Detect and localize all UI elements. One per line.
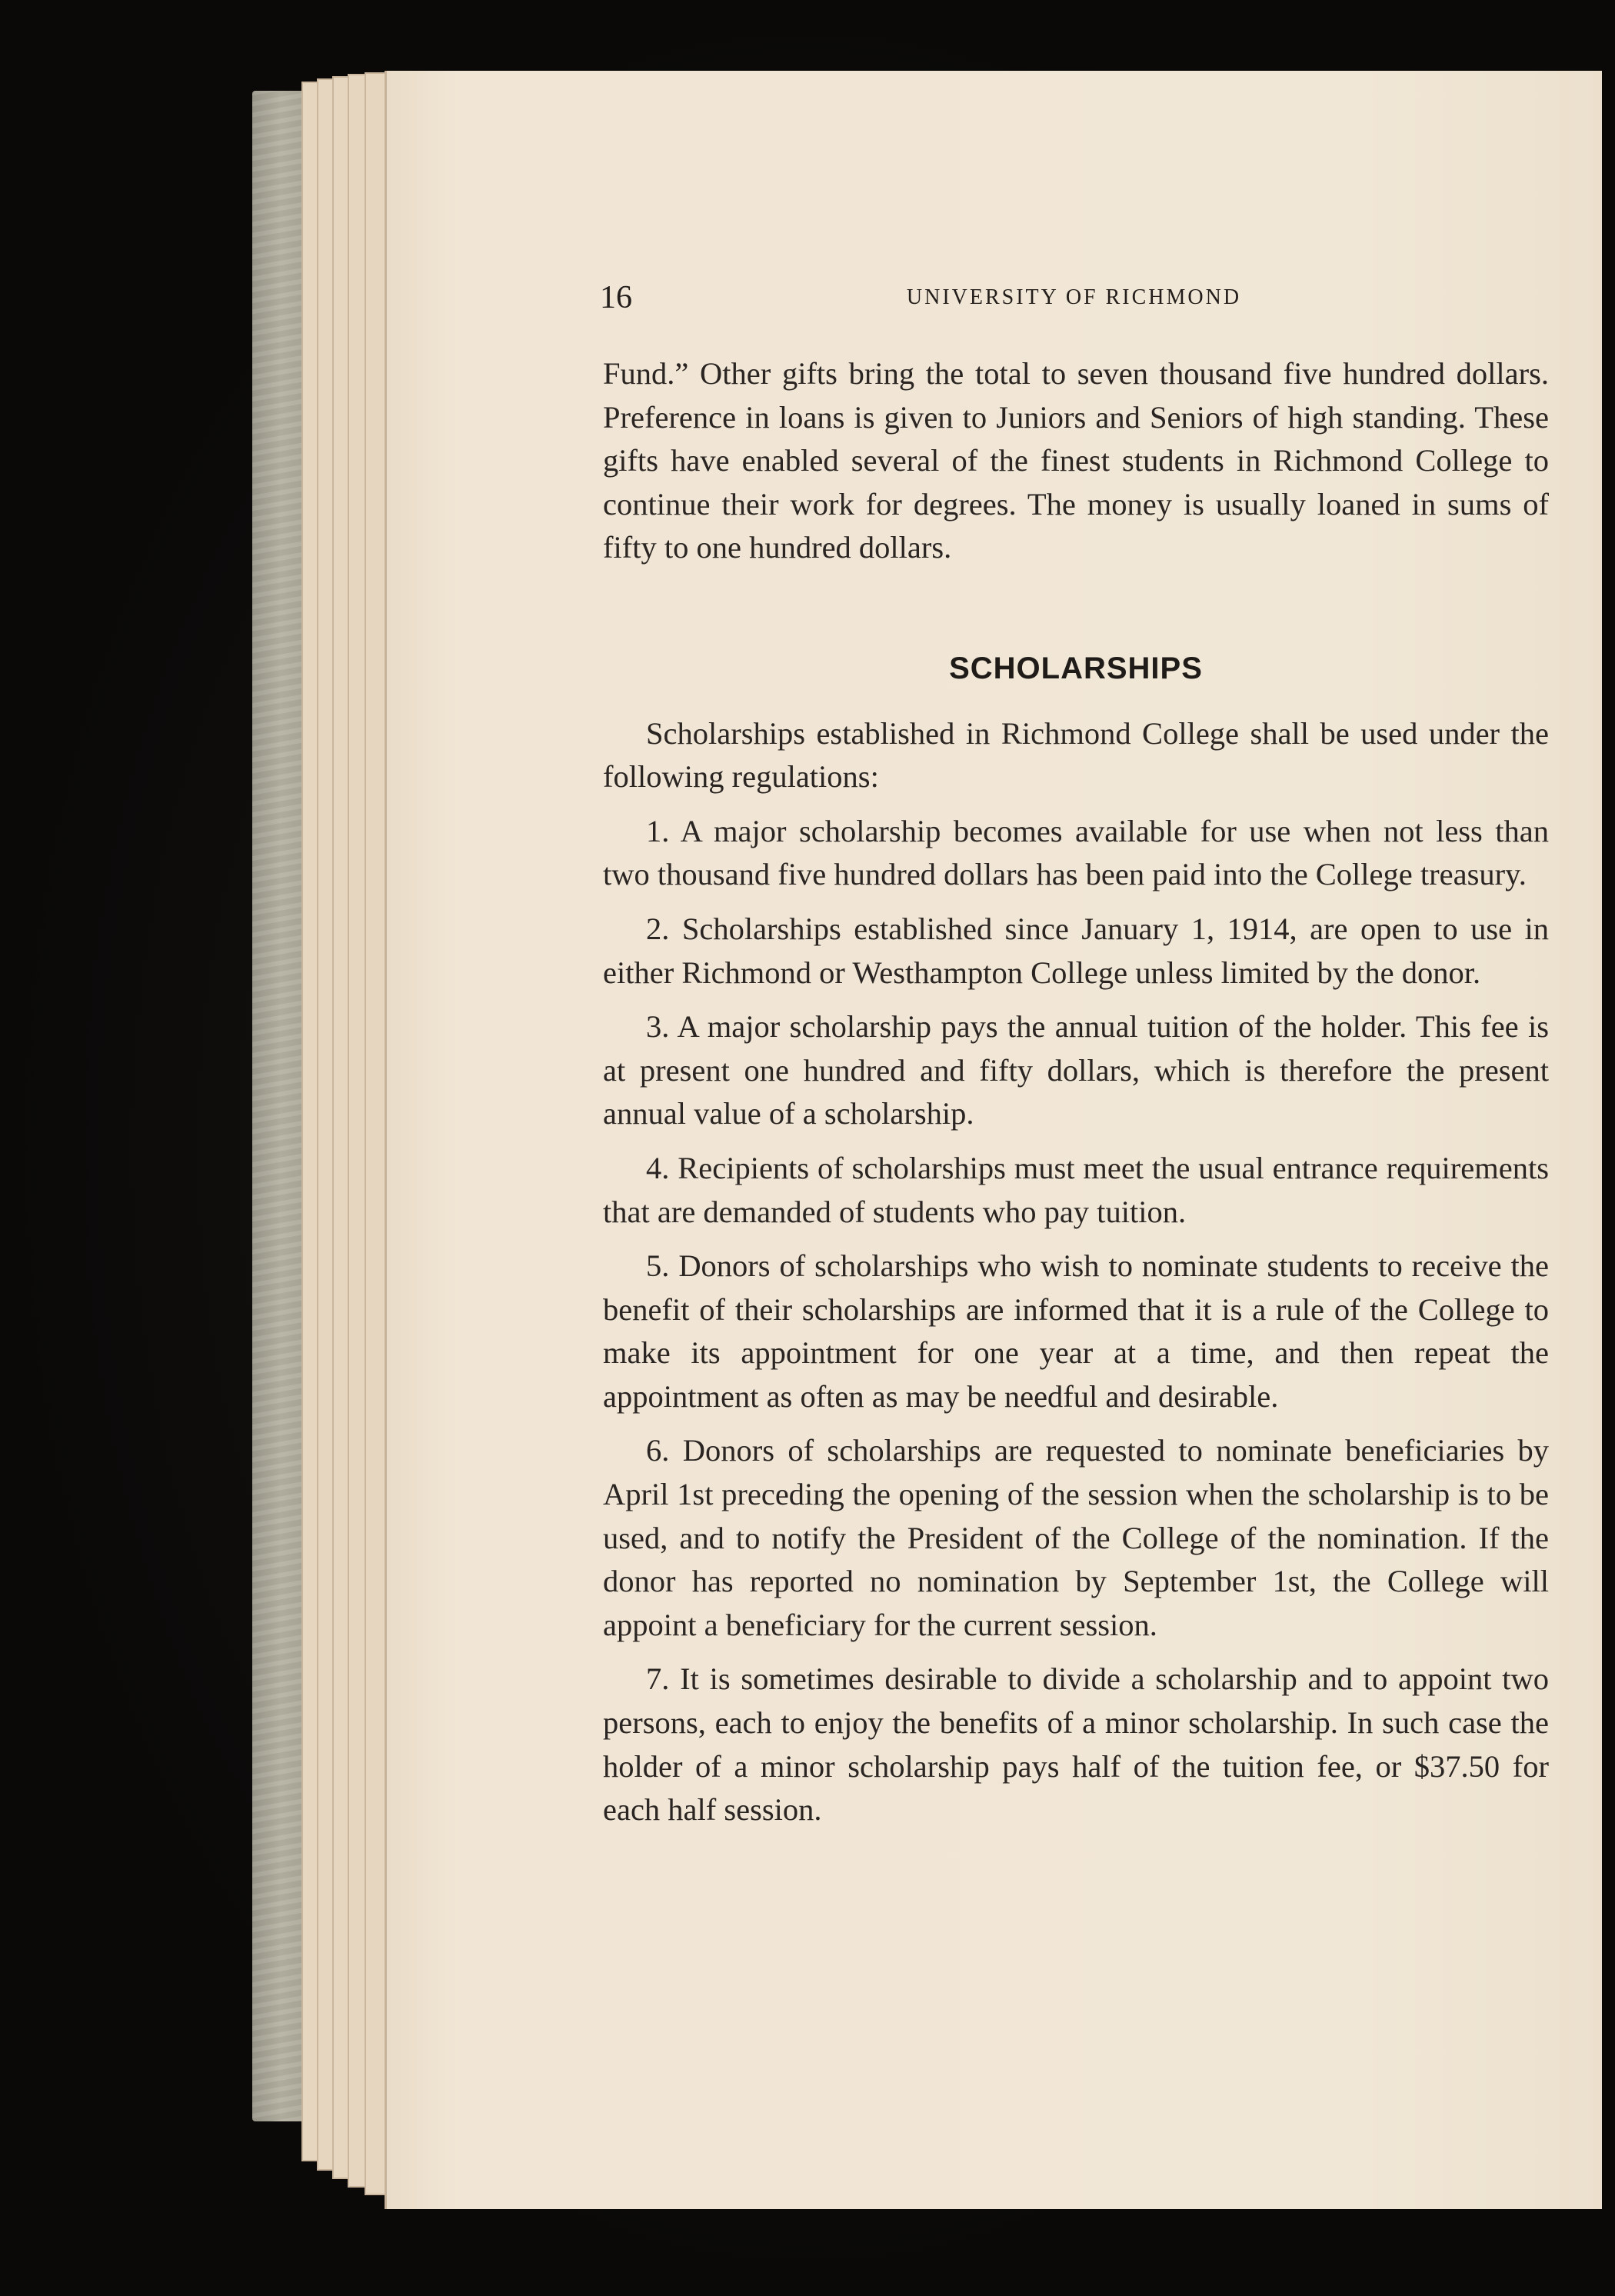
continuation-paragraph: Fund.” Other gifts bring the total to seven thousand five hundred dollars. Preference in loans is given to Juniors and Seniors of high standing. These gifts have enabled several of the finest students in Richmond College to continue their work for degrees. The money is usually loaned in sums of fifty to one hundred dollars. [603,356,1549,565]
regulation-3: 3. A major scholarship pays the annual tuition of the holder. This fee is at present one hundred and fifty dollars, which is therefore the present annual value of a scholarship. [603,1009,1549,1131]
page-number: 16 [600,280,632,315]
regulation-4: 4. Recipients of scholarships must meet the usual entrance requirements that are demanded of students who pay tuition. [603,1150,1549,1229]
regulation-7: 7. It is sometimes desirable to divide a scholarship and to appoint two persons, each to enjoy the benefits of a minor scholarship. In such case the holder of a minor scholarship pays half of the tuition fee, or $37.50 for each half session. [603,1661,1549,1828]
running-head: UNIVERSITY OF RICHMOND [906,285,1242,309]
page-header [600,279,1548,318]
regulation-1: 1. A major scholarship becomes available for use when not less than two thousand five hundred dollars has been paid into the College treasury. [603,813,1549,892]
regulation-2: 2. Scholarships established since January 1, 1914, are open to use in either Richmond or Westhampton College unless limited by the donor. [603,911,1549,990]
regulation-6: 6. Donors of scholarships are requested to nominate beneficiaries by April 1st preceding the opening of the session when the scholarship is to be used, and to notify the President of the College of the nomination. If the donor has reported no nomination by September 1st, the College will appoint a beneficiary for the current session. [603,1433,1549,1642]
section-heading: SCHOLARSHIPS [949,651,1203,685]
regulation-5: 5. Donors of scholarships who wish to nominate students to receive the benefit of their scholarships are informed that it is a rule of the College to make its appointment for one year at a time, and then repeat the appointment as often as may be needful and desirable. [603,1248,1549,1414]
intro-paragraph: Scholarships established in Richmond College shall be used under the following regulations: [603,715,1549,795]
page-body [603,352,1549,1843]
